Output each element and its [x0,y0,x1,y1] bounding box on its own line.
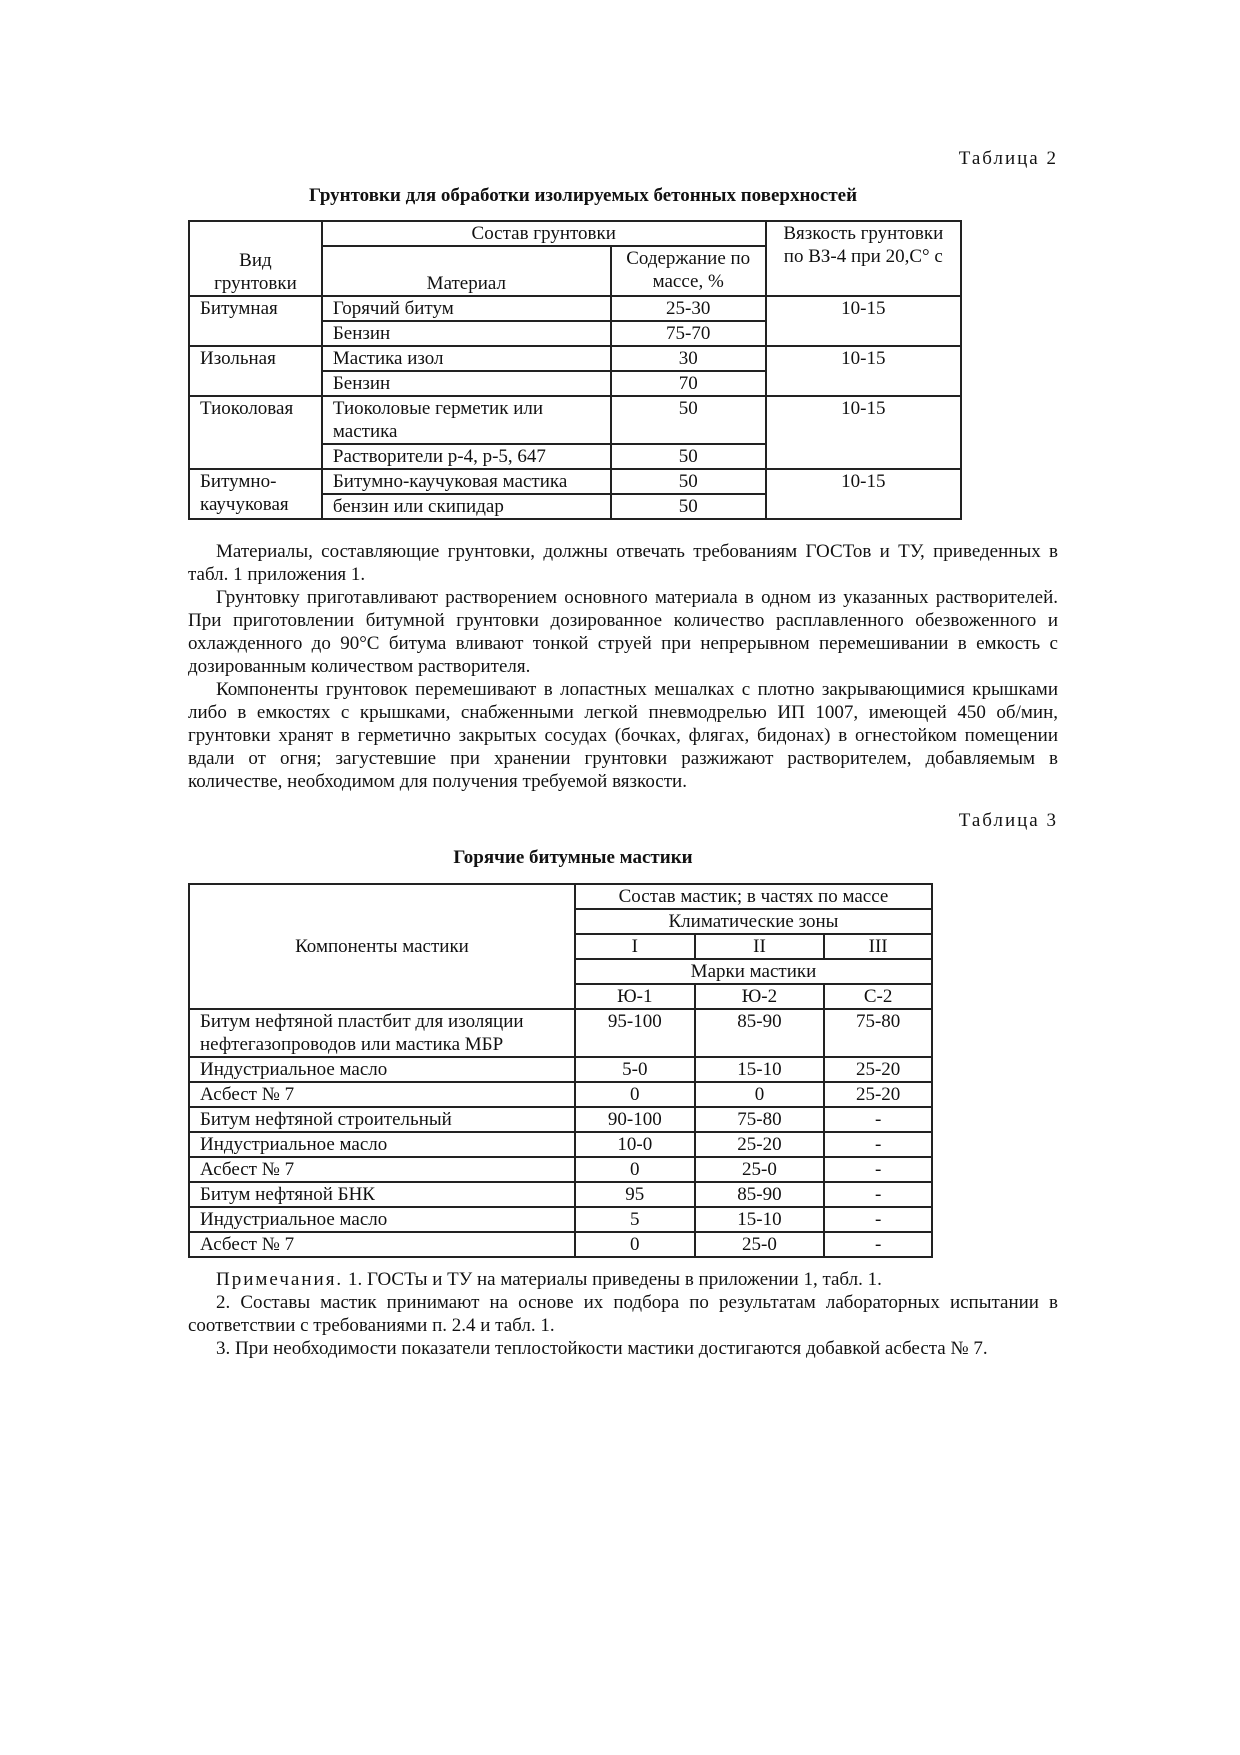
material-cell: Битумно-каучуковая мастика [322,469,611,494]
component-name: Индустриальное масло [189,1207,575,1232]
type-cell: Битумно-каучуковая [189,469,322,519]
content-cell: 30 [611,346,766,371]
value-cell: 25-20 [824,1082,932,1107]
header-composition: Состав грунтовки [322,221,766,246]
table3 [188,883,933,1258]
type-cell: Битумная [189,296,322,346]
value-cell: 85-90 [695,1182,825,1207]
zone-label: III [824,934,932,959]
material-cell: Бензин [322,321,611,346]
value-cell: 15-10 [695,1207,825,1232]
content-cell: 25-30 [611,296,766,321]
value-cell: 25-0 [695,1232,825,1257]
header-components: Компоненты мастики [189,884,575,1009]
material-cell: Горячий битум [322,296,611,321]
value-cell: 0 [575,1232,695,1257]
component-name: Асбест № 7 [189,1157,575,1182]
value-cell: 0 [575,1082,695,1107]
zone-label: I [575,934,695,959]
viscosity-cell: 10-15 [766,346,961,396]
value-cell: 0 [695,1082,825,1107]
paragraph: Материалы, составляющие грунтовки, должны отвечать требованиям ГОСТов и ТУ, приведенных в табл. 1 приложения 1. [188,541,1058,585]
note-2: 2. Составы мастик принимают на основе их подбора по результатам лабораторных испытании в соответствии с требованиями п. 2.4 и табл. 1. [188,1292,1058,1336]
table-row [189,1009,932,1057]
paragraph: Компоненты грунтовок перемешивают в лопастных мешалках с плотно закрывающимися крышками либо в емкостях с крышками, снабженными легкой пневмодрелью ИП 1007, имеющей 450 об/мин, грунтовки хранят в герметично закрытых сосудах (бочках, флягах, бидонах) в огнестойком помещении вдали от огня; загустевшие при хранении грунтовки разжижают растворителем, добавляемым в количестве, необходимом для получения требуемой вязкости. [188,679,1058,792]
table-row [189,1207,932,1232]
value-cell: 25-0 [695,1157,825,1182]
notes-label: Примечания. [216,1269,344,1290]
type-cell: Изольная [189,346,322,396]
header-grades: Марки мастики [575,959,932,984]
content-cell: 50 [611,494,766,519]
content-cell: 50 [611,396,766,444]
header-composition: Состав мастик; в частях по массе [575,884,932,909]
header-viscosity: Вязкость грунтовки по ВЗ-4 при 20,С° с [766,221,961,296]
grade-label: Ю-2 [695,984,825,1009]
table3-caption: Таблица 3 [958,810,1058,831]
value-cell: 0 [575,1157,695,1182]
table2-title: Грунтовки для обработки изолируемых бетонных поверхностей [308,185,858,206]
table2 [188,220,962,520]
table-row [189,1107,932,1132]
header-type: Вид грунтовки [189,221,322,296]
content-cell: 70 [611,371,766,396]
type-cell: Тиоколовая [189,396,322,469]
material-cell: Растворители р-4, р-5, 647 [322,444,611,469]
header-content: Содержание по массе, % [611,246,766,296]
material-cell: Бензин [322,371,611,396]
paragraph: Грунтовку приготавливают растворением основного материала в одном из указанных растворителей. При приготовлении битумной грунтовки дозированное количество расплавленного обезвоженного и охлажденного до 90°С битума вливают тонкой струей при непрерывном перемешивании в емкость с дозированным количеством растворителя. [188,587,1058,677]
viscosity-cell: 10-15 [766,396,961,469]
material-cell: Тиоколовые герметик или мастика [322,396,611,444]
value-cell: - [824,1132,932,1157]
component-name: Битум нефтяной пластбит для изоляции нефтегазопроводов или мастика МБР [189,1009,575,1057]
note-3: 3. При необходимости показатели теплостойкости мастики достигаются добавкой асбеста № 7. [216,1338,988,1359]
grade-label: С-2 [824,984,932,1009]
value-cell: - [824,1207,932,1232]
value-cell: 85-90 [695,1009,825,1057]
table-row [189,1232,932,1257]
value-cell: 15-10 [695,1057,825,1082]
note-1 [188,1268,1058,1291]
value-cell: - [824,1107,932,1132]
value-cell: 5 [575,1207,695,1232]
component-name: Битум нефтяной БНК [189,1182,575,1207]
component-name: Индустриальное масло [189,1057,575,1082]
component-name: Асбест № 7 [189,1082,575,1107]
component-name: Асбест № 7 [189,1232,575,1257]
table-row [189,1132,932,1157]
header-material: Материал [322,246,611,296]
value-cell: 95-100 [575,1009,695,1057]
header-zones: Климатические зоны [575,909,932,934]
zone-label: II [695,934,825,959]
value-cell: 75-80 [695,1107,825,1132]
viscosity-cell: 10-15 [766,469,961,519]
value-cell: - [824,1182,932,1207]
content-cell: 50 [611,444,766,469]
body-text [188,540,1058,793]
component-name: Индустриальное масло [189,1132,575,1157]
value-cell: 75-80 [824,1009,932,1057]
content-cell: 75-70 [611,321,766,346]
table-row [189,1057,932,1082]
value-cell: - [824,1232,932,1257]
material-cell: бензин или скипидар [322,494,611,519]
value-cell: 10-0 [575,1132,695,1157]
value-cell: 25-20 [695,1132,825,1157]
viscosity-cell: 10-15 [766,296,961,346]
value-cell: - [824,1157,932,1182]
table3-title: Горячие битумные мастики [453,847,693,868]
grade-label: Ю-1 [575,984,695,1009]
value-cell: 90-100 [575,1107,695,1132]
value-cell: 25-20 [824,1057,932,1082]
notes [188,1268,1058,1360]
table-row [189,1182,932,1207]
value-cell: 95 [575,1182,695,1207]
note-text: 1. ГОСТы и ТУ на материалы приведены в приложении 1, табл. 1. [347,1269,882,1290]
material-cell: Мастика изол [322,346,611,371]
table-row [189,1157,932,1182]
component-name: Битум нефтяной строительный [189,1107,575,1132]
value-cell: 5-0 [575,1057,695,1082]
content-cell: 50 [611,469,766,494]
table2-caption: Таблица 2 [958,148,1058,169]
table-row [189,1082,932,1107]
